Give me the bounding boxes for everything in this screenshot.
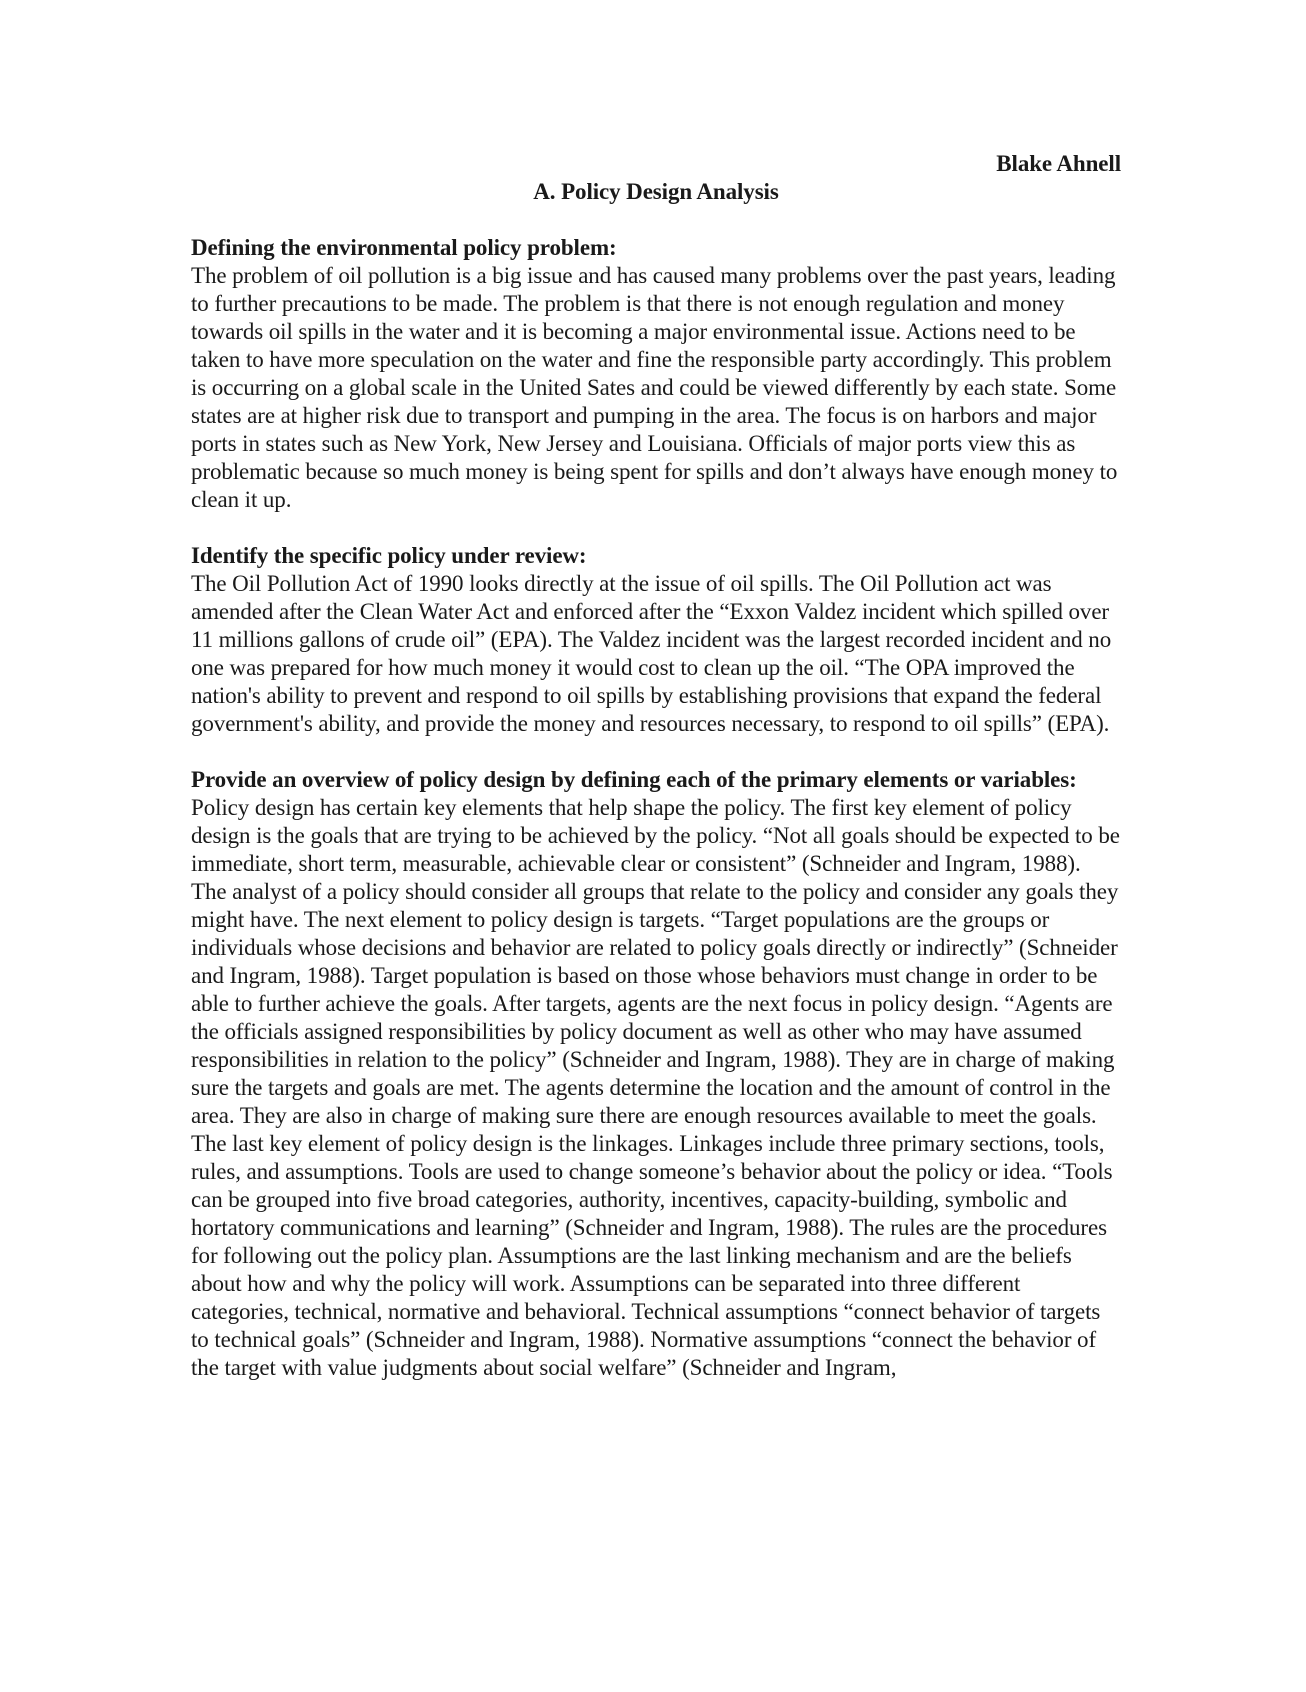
- section-heading: Identify the specific policy under review:: [191, 543, 587, 568]
- section-body: The Oil Pollution Act of 1990 looks directly at the issue of oil spills. The Oil Pollution act was amended after the Clean Water Act and enforced after the “Exxon Valdez incident which spilled over 11 millions gallons of crude oil” (EPA). The Valdez incident was the largest recorded incident and no one was prepared for how much money it would cost to clean up the oil. “The OPA improved the nation's ability to prevent and respond to oil spills by establishing provisions that expand the federal government's ability, and provide the money and resources necessary, to respond to oil spills” (EPA).: [191, 571, 1112, 736]
- section-body: Policy design has certain key elements that help shape the policy. The first key element of policy design is the goals that are trying to be achieved by the policy. “Not all goals should be expected to be immediate, short term, measurable, achievable clear or consistent” (Schneider and Ingram, 1988). The analyst of a policy should consider all groups that relate to the policy and consider any goals they might have. The next element to policy design is targets. “Target populations are the groups or individuals whose decisions and behavior are related to policy goals directly or indirectly” (Schneider and Ingram, 1988). Target population is based on those whose behaviors must change in order to be able to further achieve the goals. After targets, agents are the next focus in policy design. “Agents are the officials assigned responsibilities by policy document as well as other who may have assumed responsibilities in relation to the policy” (Schneider and Ingram, 1988). They are in charge of making sure the targets and goals are met. The agents determine the location and the amount of control in the area. They are also in charge of making sure there are enough resources available to meet the goals. The last key element of policy design is the linkages. Linkages include three primary sections, tools, rules, and assumptions. Tools are used to change someone’s behavior about the policy or idea. “Tools can be grouped into five broad categories, authority, incentives, capacity-building, symbolic and hortatory communications and learning” (Schneider and Ingram, 1988). The rules are the procedures for following out the policy plan. Assumptions are the last linking mechanism and are the beliefs about how and why the policy will work. Assumptions can be separated into three different categories, technical, normative and behavioral. Technical assumptions “connect behavior of targets to technical goals” (Schneider and Ingram, 1988). Normative assumptions “connect the behavior of the target with value judgments about social welfare” (Schneider and Ingram,: [191, 795, 1120, 1380]
- section-policy-review: [191, 542, 1121, 738]
- document-title: A. Policy Design Analysis: [533, 179, 779, 204]
- section-body: The problem of oil pollution is a big issue and has caused many problems over the past years, leading to further precautions to be made. The problem is that there is not enough regulation and money towards oil spills in the water and it is becoming a major environmental issue. Actions need to be taken to have more speculation on the water and fine the responsible party accordingly. This problem is occurring on a global scale in the United Sates and could be viewed differently by each state. Some states are at higher risk due to transport and pumping in the area. The focus is on harbors and major ports in states such as New York, New Jersey and Louisiana. Officials of major ports view this as problematic because so much money is being spent for spills and don’t always have enough money to clean it up.: [191, 263, 1118, 512]
- section-policy-design-overview: [191, 766, 1121, 1382]
- section-heading: Defining the environmental policy problem:: [191, 235, 617, 260]
- section-policy-problem: [191, 234, 1121, 514]
- author-name: Blake Ahnell: [996, 151, 1121, 176]
- section-heading: Provide an overview of policy design by defining each of the primary elements or variables:: [191, 767, 1077, 792]
- document-content: [191, 150, 1121, 1410]
